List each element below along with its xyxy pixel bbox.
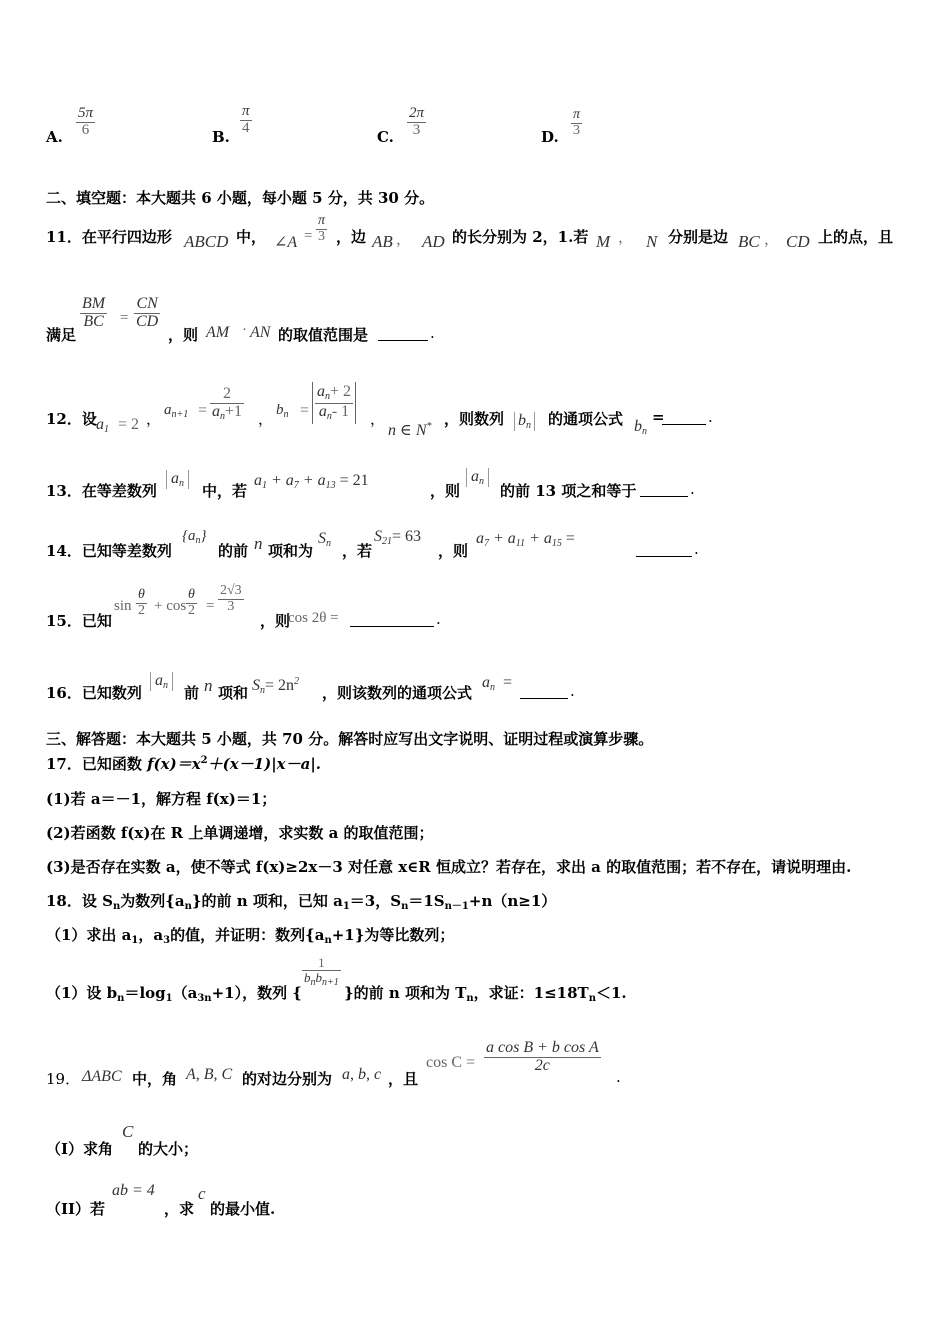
option-b: [212, 128, 230, 146]
text: .: [616, 1068, 621, 1086]
math: a: [164, 402, 172, 418]
math: cos C: [426, 1054, 462, 1071]
option-letter: A.: [46, 128, 63, 146]
math-superscript: *: [426, 421, 432, 432]
question-number: 14．已知等差数列: [46, 542, 172, 560]
math: b: [634, 418, 642, 435]
subscript: n－1: [444, 901, 469, 912]
math-equals: =: [120, 310, 129, 326]
math-subscript: n: [326, 410, 332, 422]
math-superscript: 2: [294, 676, 300, 687]
math: + cos: [154, 598, 187, 614]
math: }: [200, 528, 207, 544]
text: .: [690, 480, 695, 498]
math-subscript: n: [283, 409, 289, 420]
answer-blank[interactable]: [378, 340, 428, 341]
math: = 63: [392, 528, 422, 545]
text: 满足: [46, 326, 77, 344]
fraction-recurrence: [210, 386, 244, 422]
fraction-numerator: 2√3: [220, 583, 242, 598]
math-subscript: 1: [262, 480, 267, 491]
option-letter: D.: [541, 128, 559, 146]
fraction-law-of-cosines: [484, 1040, 601, 1075]
text: 的值，并证明：数列{a: [170, 926, 325, 944]
text: +1}为等比数列；: [331, 926, 455, 944]
math-superscript: 2: [200, 755, 208, 766]
math-subscript: n: [310, 976, 316, 988]
math-equals: =: [304, 228, 313, 244]
text: ，求: [164, 1200, 195, 1218]
fraction-numerator: a cos B + b cos A: [486, 1039, 599, 1056]
option-a: [46, 108, 63, 146]
question-17-part-2: (2)若函数 f(x)在 R 上单调递增，求实数 a 的取值范围；: [46, 824, 434, 842]
math-subscript: n: [526, 420, 531, 431]
text: （I）求角: [46, 1140, 114, 1158]
fraction-denominator: BC: [83, 312, 104, 330]
text: ，: [370, 410, 386, 428]
math: a, b, c: [342, 1066, 382, 1083]
fraction-denominator: 3: [573, 122, 580, 138]
text: ＝1S: [408, 892, 445, 910]
text: 的前: [218, 542, 249, 560]
text: .: [430, 324, 435, 342]
math-abcd: ABCD: [184, 232, 229, 251]
math-subscript: 1: [104, 424, 109, 435]
math-subscript: n+1: [171, 409, 189, 420]
math-subscript: n: [179, 478, 184, 489]
fraction-1-over-bb: [302, 956, 341, 988]
math: + a: [529, 530, 552, 547]
text: .: [436, 610, 441, 628]
text: ，则: [438, 542, 469, 560]
text: 上的点，且: [818, 228, 894, 246]
subscript: 1: [342, 901, 350, 912]
fraction-numerator: π: [242, 103, 250, 119]
math: ΔABC: [82, 1068, 122, 1085]
fraction-theta-2: [136, 588, 147, 618]
math-comma: ，: [618, 230, 634, 246]
text: }的前 n 项和，已知 a: [191, 892, 343, 910]
text: 前: [184, 684, 200, 702]
text: （a: [172, 984, 198, 1002]
question-number: 13．在等差数列: [46, 482, 157, 500]
question-number: 19．: [46, 1070, 81, 1088]
math: b: [518, 412, 526, 429]
math: C: [122, 1122, 134, 1141]
math-subscript: n: [490, 682, 495, 693]
math-vector-am: AM: [206, 324, 230, 341]
text: 中，: [236, 228, 267, 246]
section-heading-fill-in: 二、填空题：本大题共 6 小题，每小题 5 分，共 30 分。: [46, 189, 435, 207]
subscript: 3n: [197, 993, 212, 1004]
math: sin: [114, 598, 132, 614]
math-equals: =: [198, 402, 208, 419]
text: 项和: [218, 684, 249, 702]
math: n ∈ N: [388, 422, 427, 439]
subscript: n: [401, 901, 409, 912]
fraction-denominator: CD: [136, 312, 159, 330]
math: ab = 4: [112, 1182, 155, 1199]
question-17-line-0: [46, 753, 321, 774]
answer-blank[interactable]: [520, 698, 568, 699]
subscript: 3: [163, 935, 171, 946]
section-heading-solutions: 三、解答题：本大题共 5 小题，共 70 分。解答时应写出文字说明、证明过程或演算步骤。: [46, 730, 654, 748]
math: = 21: [339, 472, 369, 489]
math: a: [476, 530, 484, 547]
math-subscript: n: [479, 476, 484, 487]
text: 的对边分别为: [242, 1070, 333, 1088]
text: ，则: [168, 326, 199, 344]
fraction-cn-cd: [134, 296, 160, 331]
text: =: [652, 408, 665, 426]
question-number: 16．已知数列: [46, 684, 142, 702]
math: a: [482, 674, 490, 691]
math: S: [374, 528, 382, 545]
fraction-denominator: 4: [242, 119, 250, 136]
text: .: [694, 540, 699, 558]
math-ab: AB: [372, 232, 393, 251]
math-dot: ·: [242, 322, 247, 338]
subscript: n: [324, 935, 332, 946]
math: S: [318, 530, 326, 547]
question-number: 15．已知: [46, 612, 112, 630]
math: +1: [225, 402, 243, 420]
option-c-fraction: [407, 106, 426, 139]
text: }的前 n 项和为 T: [344, 984, 467, 1002]
math-subscript: n: [260, 685, 265, 696]
text: ，则: [430, 482, 461, 500]
fraction-numerator: 2: [210, 386, 244, 404]
text: 的通项公式: [548, 410, 624, 428]
text: ＝log: [124, 984, 166, 1002]
math-bc: BC: [738, 232, 760, 251]
math-m: M: [596, 232, 611, 251]
math-subscript: n: [163, 680, 168, 691]
math-vector-an: AN: [250, 324, 271, 341]
subscript: n: [588, 993, 596, 1004]
text: 的前 13 项之和等于: [500, 482, 637, 500]
math: a: [318, 402, 327, 420]
subscript: n: [117, 993, 125, 1004]
math: + a: [493, 530, 516, 547]
math-subscript: 15: [551, 538, 562, 549]
fraction-denominator: 3: [227, 598, 235, 614]
math-equals: =: [206, 598, 215, 614]
text: （1）设 b: [46, 984, 118, 1002]
text: 中，角: [132, 1070, 178, 1088]
question-17-part-1: (1)若 a＝－1，解方程 f(x)＝1；: [46, 790, 277, 808]
math-subscript: 7: [484, 538, 489, 549]
math: + a: [302, 472, 326, 489]
text: 的长分别为 2，1.若: [452, 228, 589, 246]
text: +n（n≥1）: [468, 892, 557, 910]
fraction-denominator: 2: [138, 602, 145, 618]
text: ，则: [260, 612, 291, 630]
fraction-numerator: CN: [134, 296, 160, 314]
math-subscript: 21: [382, 536, 392, 547]
math: a: [317, 383, 325, 400]
answer-blank[interactable]: [640, 496, 688, 497]
math: a: [96, 416, 104, 433]
text: （II）若: [46, 1200, 106, 1218]
text: 的最小值.: [210, 1200, 276, 1218]
text: .: [708, 408, 713, 426]
text: ，: [146, 410, 162, 428]
math-equals: =: [466, 1054, 476, 1071]
text: ，: [258, 410, 274, 428]
math-cd: CD: [786, 232, 810, 251]
fraction-numerator: θ: [186, 588, 197, 604]
text: （1）求出 a: [46, 926, 132, 944]
math-subscript: 11: [515, 538, 526, 549]
math: a: [171, 470, 179, 487]
question-number: 11．在平行四边形: [46, 228, 172, 246]
option-d-fraction: [571, 108, 582, 138]
text: 项和为: [268, 542, 314, 560]
math-ad: AD: [422, 232, 445, 251]
math: {a: [182, 528, 196, 544]
math-subscript: n+1: [322, 976, 339, 988]
question-number: 12．设: [46, 410, 97, 428]
math-comma: ，: [396, 232, 412, 248]
math: + a: [271, 472, 294, 489]
option-a-fraction: [76, 106, 95, 139]
text: ，若: [342, 542, 373, 560]
text: .: [570, 682, 575, 700]
text: ＜1.: [596, 984, 627, 1002]
math-subscript: n: [326, 538, 331, 549]
text: ，且: [388, 1070, 419, 1088]
subscript: 1: [131, 935, 139, 946]
math-comma: ，: [764, 232, 780, 248]
subscript: n: [112, 901, 121, 912]
fraction-denominator: 3: [318, 228, 325, 244]
fraction-denominator: 2: [188, 602, 195, 618]
math: f(x)＝x: [147, 755, 201, 773]
math: - 1: [331, 402, 350, 420]
math: S: [252, 677, 260, 694]
math-equals: =: [300, 402, 310, 419]
fraction-bm-bc: [80, 296, 107, 331]
math-subscript: 13: [325, 480, 336, 491]
question-number: 17．已知函数: [46, 755, 148, 773]
subscript: n: [184, 901, 192, 912]
answer-blank[interactable]: [662, 424, 706, 425]
text: 分别是边: [668, 228, 729, 246]
fraction-numerator: BM: [82, 295, 106, 312]
subscript: 1: [165, 993, 173, 1004]
text: ，则数列: [444, 410, 505, 428]
option-letter: B.: [212, 128, 230, 146]
math: a: [471, 468, 479, 485]
subscript: n: [466, 993, 474, 1004]
math: = 2n: [265, 677, 295, 694]
math: n: [254, 534, 263, 553]
text: 中，若: [202, 482, 248, 500]
math: n: [204, 676, 213, 695]
fraction-absolute: [312, 382, 356, 424]
math: b: [276, 402, 284, 418]
option-b-fraction: [240, 104, 252, 137]
text: ，求证：1≤18T: [473, 984, 589, 1002]
fraction-numerator: 2π: [409, 105, 425, 121]
option-letter: C.: [377, 128, 394, 146]
math-angle: ∠A: [274, 234, 298, 251]
option-d: [541, 128, 559, 146]
text: 为数列{a: [120, 892, 185, 910]
math-subscript: n: [220, 410, 225, 422]
fraction-numerator: π: [318, 213, 326, 228]
math: =: [565, 530, 575, 547]
text: 的大小；: [138, 1140, 199, 1158]
math: b: [315, 969, 322, 985]
math: = 2: [118, 416, 140, 433]
fraction-numerator: θ: [136, 588, 147, 604]
math: a: [155, 672, 163, 689]
text: ，边: [336, 228, 367, 246]
fraction-denominator: 3: [412, 121, 421, 138]
answer-blank[interactable]: [636, 556, 692, 557]
question-17-part-3: (3)是否存在实数 a，使不等式 f(x)≥2x－3 对任意 x∈R 恒成立？若存在，求出 a 的取值范围；若不存在，请说明理由.: [46, 858, 852, 876]
math: + 2: [330, 383, 352, 400]
option-c: [377, 128, 394, 146]
math-subscript: n: [195, 535, 201, 546]
text: ，则该数列的通项公式: [322, 684, 473, 702]
fraction-result: [218, 584, 244, 614]
math-subscript: 7: [293, 480, 299, 491]
math: b: [304, 969, 311, 985]
math: a: [212, 402, 220, 420]
text: 的取值范围是: [278, 326, 369, 344]
math: cos 2θ =: [288, 610, 339, 626]
fraction-theta-2: [186, 588, 197, 618]
question-18-line-0: [46, 890, 556, 912]
text: ，a: [138, 926, 164, 944]
fraction-denominator: 6: [81, 121, 90, 138]
fraction-numerator: 5π: [78, 105, 94, 121]
text: ＝3，S: [349, 892, 402, 910]
math: a: [254, 472, 262, 489]
math-subscript: n: [642, 426, 647, 437]
fraction-pi-3: [316, 214, 327, 244]
fraction-denominator: 2c: [534, 1056, 550, 1074]
math: c: [198, 1184, 206, 1203]
math: A, B, C: [186, 1066, 233, 1083]
fraction-numerator: 1: [302, 956, 341, 971]
text: +1），数列 {: [211, 984, 302, 1002]
math: =: [503, 674, 513, 691]
math-n: N: [646, 232, 658, 251]
question-18-part-1: [46, 924, 454, 946]
answer-blank[interactable]: [350, 626, 434, 627]
math-subscript: n: [325, 391, 330, 402]
text: 18．设 S: [46, 892, 113, 910]
fraction-numerator: π: [573, 107, 581, 122]
math: ＋(x－1)|x－a|.: [207, 755, 321, 773]
